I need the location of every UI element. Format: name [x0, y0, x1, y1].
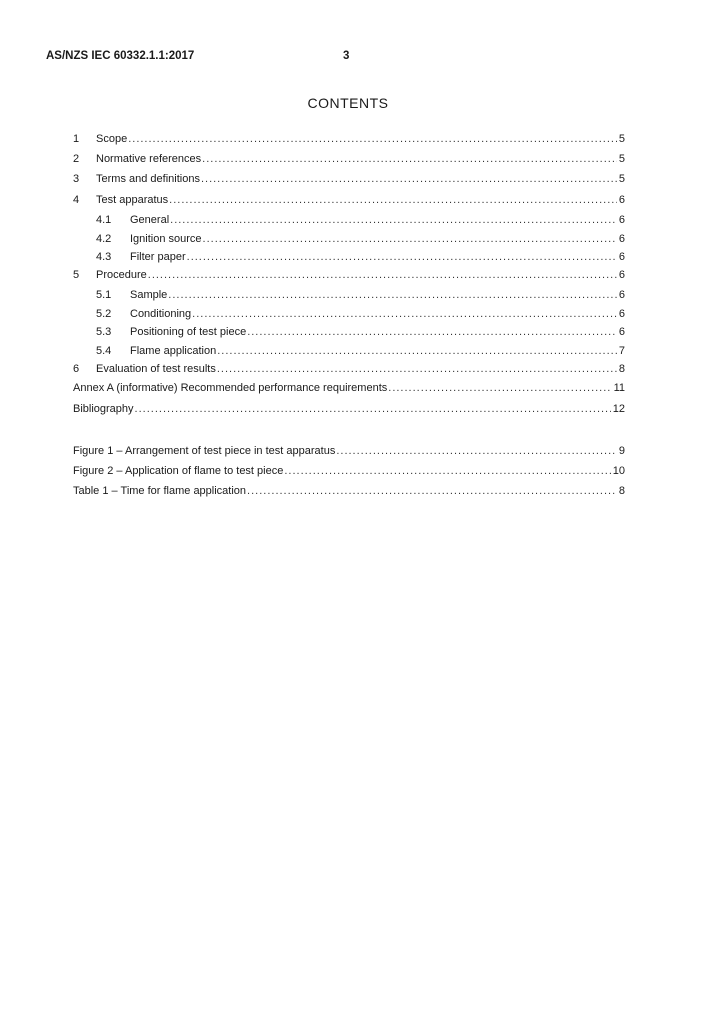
- toc-leader: [148, 269, 617, 281]
- toc-entry-title: Ignition source: [130, 233, 202, 245]
- toc-entry-title: Positioning of test piece: [130, 326, 247, 338]
- toc-entry-number: 5.4: [96, 345, 112, 357]
- toc-entry-number: 4.3: [96, 251, 112, 263]
- toc-entry-terms-and-definitions[interactable]: [73, 173, 625, 189]
- toc-entry-normative-references[interactable]: [73, 153, 625, 169]
- toc-entry-page: 6: [618, 269, 625, 281]
- toc-entry-number: 4: [73, 194, 80, 206]
- toc-entry-number: 5: [73, 269, 80, 281]
- toc-entry-evaluation-of-test-results[interactable]: [73, 363, 625, 379]
- toc-entry-title: Normative references: [96, 153, 202, 165]
- toc-entry-title: Filter paper: [130, 251, 186, 263]
- toc-entry-page: 6: [618, 214, 625, 226]
- toc-entry-title: General: [130, 214, 170, 226]
- toc-entry-title: Figure 1 – Arrangement of test piece in test apparatus: [73, 445, 336, 457]
- toc-entry-procedure[interactable]: [73, 269, 625, 285]
- toc-entry-page: 6: [618, 289, 625, 301]
- page-header: [46, 50, 606, 66]
- toc-entry-title: Flame application: [130, 345, 217, 357]
- toc-entry-number: 4.1: [96, 214, 112, 226]
- toc-leader: [217, 345, 617, 357]
- toc-leader: [247, 485, 617, 497]
- contents-title: CONTENTS: [307, 95, 389, 111]
- toc-entry-page: 12: [612, 403, 625, 415]
- toc-entry-figure-2[interactable]: [73, 465, 625, 481]
- toc-entry-title: Test apparatus: [96, 194, 169, 206]
- toc-entry-title: Annex A (informative) Recommended performance requirements: [73, 382, 388, 394]
- toc-leader: [217, 363, 617, 375]
- toc-entry-number: 5.1: [96, 289, 112, 301]
- document-id: AS/NZS IEC 60332.1.1:2017: [46, 50, 195, 62]
- toc-entry-bibliography[interactable]: [73, 403, 625, 419]
- toc-leader: [192, 308, 617, 320]
- toc-entry-title: Evaluation of test results: [96, 363, 216, 375]
- toc-leader: [187, 251, 617, 263]
- toc-leader: [203, 233, 617, 245]
- toc-entry-number: 1: [73, 133, 80, 145]
- toc-entry-title: Bibliography: [73, 403, 134, 415]
- toc-entry-sample[interactable]: [73, 289, 625, 305]
- toc-entry-page: 6: [618, 326, 625, 338]
- toc-entry-page: 6: [618, 251, 625, 263]
- toc-entry-number: 2: [73, 153, 80, 165]
- toc-entry-number: 5.2: [96, 308, 112, 320]
- toc-entry-figure-1[interactable]: [73, 445, 625, 461]
- toc-entry-page: 6: [618, 233, 625, 245]
- toc-entry-title: Table 1 – Time for flame application: [73, 485, 247, 497]
- toc-leader: [135, 403, 611, 415]
- toc-entry-filter-paper[interactable]: [73, 251, 625, 267]
- toc-entry-number: 4.2: [96, 233, 112, 245]
- toc-entry-title: Sample: [130, 289, 168, 301]
- toc-entry-title: Scope: [96, 133, 128, 145]
- toc-leader: [168, 289, 617, 301]
- toc-entry-page: 5: [618, 153, 625, 165]
- toc-leader: [201, 173, 617, 185]
- toc-entry-annex-a[interactable]: [73, 382, 625, 398]
- toc-entry-page: 5: [618, 173, 625, 185]
- toc-leader: [169, 194, 617, 206]
- toc-entry-page: 10: [612, 465, 625, 477]
- toc-entry-page: 11: [613, 382, 625, 394]
- toc-entry-page: 6: [618, 308, 625, 320]
- toc-entry-ignition-source[interactable]: [73, 233, 625, 249]
- toc-entry-positioning-of-test-piece[interactable]: [73, 326, 625, 342]
- toc-leader: [170, 214, 617, 226]
- toc-entry-page: 5: [618, 133, 625, 145]
- toc-entry-conditioning[interactable]: [73, 308, 625, 324]
- toc-entry-number: 5.3: [96, 326, 112, 338]
- toc-entry-test-apparatus[interactable]: [73, 194, 625, 210]
- toc-leader: [336, 445, 617, 457]
- toc-entry-page: 6: [618, 194, 625, 206]
- toc-entry-table-1[interactable]: [73, 485, 625, 501]
- toc-entry-title: Terms and definitions: [96, 173, 200, 185]
- toc-entry-number: 3: [73, 173, 80, 185]
- toc-leader: [388, 382, 611, 394]
- toc-entry-page: 8: [618, 363, 625, 375]
- toc-entry-page: 9: [618, 445, 625, 457]
- toc-leader: [247, 326, 617, 338]
- toc-leader: [284, 465, 610, 477]
- toc-entry-general[interactable]: [73, 214, 625, 230]
- toc-entry-title: Procedure: [96, 269, 147, 281]
- toc-leader: [128, 133, 617, 145]
- toc-entry-page: 7: [618, 345, 625, 357]
- toc-entry-number: 6: [73, 363, 80, 375]
- toc-entry-title: Figure 2 – Application of flame to test piece: [73, 465, 284, 477]
- toc-entry-scope[interactable]: [73, 133, 625, 149]
- toc-entry-title: Conditioning: [130, 308, 192, 320]
- toc-entry-flame-application[interactable]: [73, 345, 625, 361]
- toc-leader: [202, 153, 617, 165]
- page-number: 3: [343, 50, 350, 62]
- toc-entry-page: 8: [618, 485, 625, 497]
